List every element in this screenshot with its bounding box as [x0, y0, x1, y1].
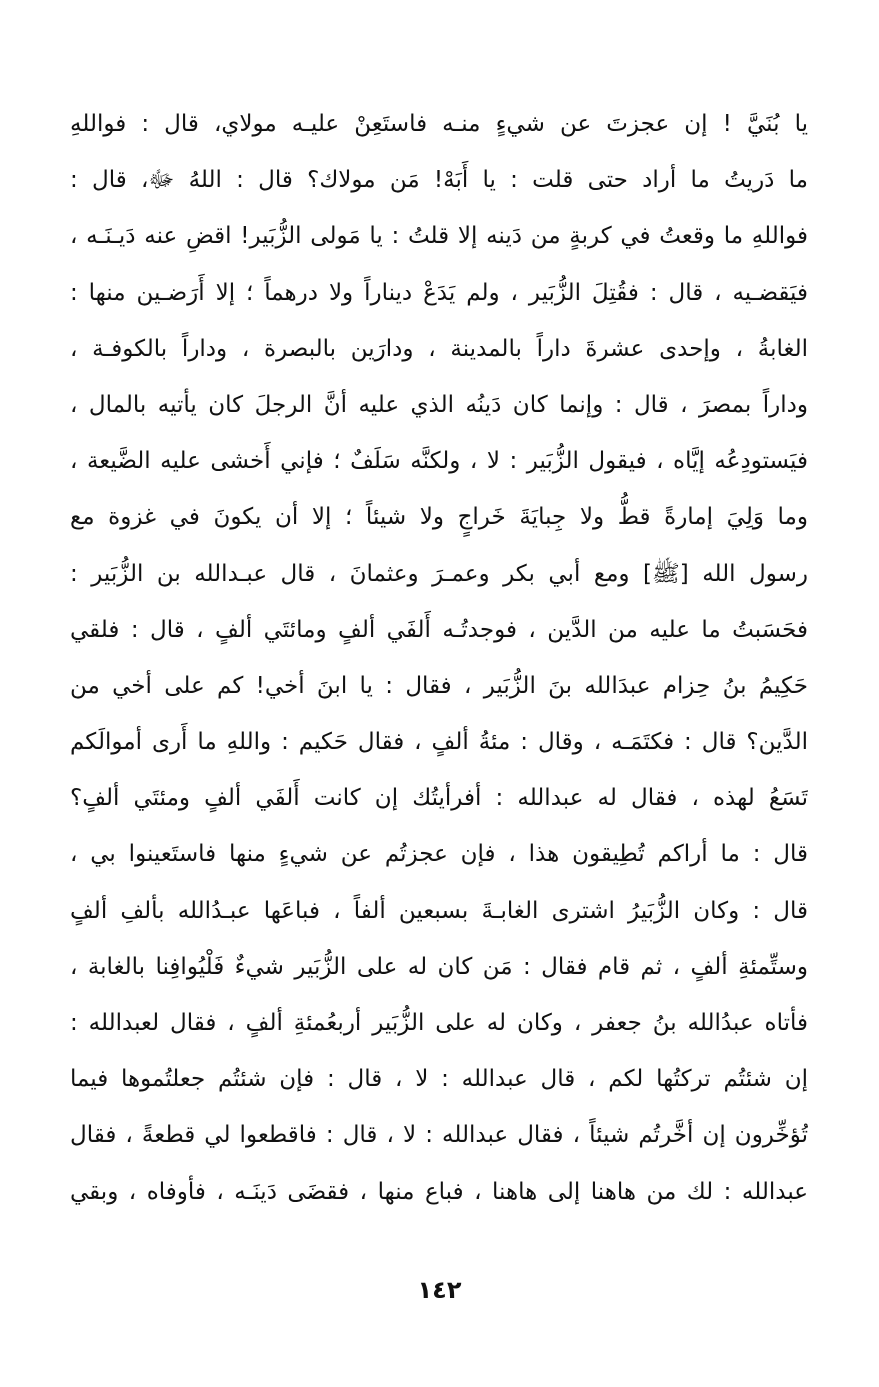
text-line: فواللهِ ما وقعتُ في كربةٍ من دَينه إلا قلتُ : يا مَولى الزُّبَير! اقضِ عنه دَيـنَـه ،: [70, 223, 808, 250]
text-line: ما دَريتُ ما أراد حتى قلت : يا أَبَهْ! مَن مولاك؟ قال : اللهُ ﷻ، قال :: [70, 167, 808, 194]
text-line: وما وَلِيَ إمارةً قطُّ ولا جِبايَةَ خَراجٍ ولا شيئاً ؛ إلا أن يكونَ في غزوة مع: [70, 504, 808, 531]
text-line: الدَّين؟ قال : فكتَمَـه ، وقال : مئةُ ألفٍ ، فقال حَكيم : واللهِ ما أَرى أموالَكم: [70, 729, 808, 756]
text-line: رسول الله [ﷺ] ومع أبي بكر وعمـرَ وعثمانَ ، قال عبـدالله بن الزُّبَير :: [70, 560, 808, 587]
text-line: وداراً بمصرَ ، قال : وإنما كان دَينُه الذي عليه أنَّ الرجلَ كان يأتيه بالمال ،: [70, 391, 808, 418]
text-line: عبدالله : لك من هاهنا إلى هاهنا ، فباع منها ، فقضَى دَينَـه ، فأوفاه ، وبقي: [70, 1178, 808, 1205]
text-line: قال : وكان الزُّبَيرُ اشترى الغابـةَ بسبعين ألفاً ، فباعَها عبـدُالله بألفِ ألفٍ: [70, 897, 808, 924]
body-text: [70, 96, 808, 1220]
text-line: فيَستودِعُه إيَّاه ، فيقول الزُّبَير : لا ، ولكنَّه سَلَفٌ ؛ فإني أَخشى عليه الضَّيعة ،: [70, 448, 808, 475]
text-line: تَسَعُ لهذه ، فقال له عبدالله : أفرأيتُك إن كانت أَلفَي ألفٍ ومئتَي ألفٍ؟: [70, 785, 808, 812]
text-line: الغابةُ ، وإحدى عشرةَ داراً بالمدينة ، ودارَين بالبصرة ، وداراً بالكوفـة ،: [70, 335, 808, 362]
text-line: فأتاه عبدُالله بنُ جعفر ، وكان له على الزُّبَير أربعُمئةِ ألفٍ ، فقال لعبدالله :: [70, 1010, 808, 1036]
text-line: قال : ما أراكم تُطِيقون هذا ، فإن عجزتُم عن شيءٍ منها فاستَعينوا بي ،: [70, 841, 808, 868]
text-line: تُؤخِّرون إن أخَّرتُم شيئاً ، فقال عبدالله : لا ، قال : فاقطعوا لي قطعةً ، فقال: [70, 1122, 808, 1149]
text-line: فحَسَبتُ ما عليه من الدَّين ، فوجدتُـه أَلفَي ألفٍ ومائتَي ألفٍ ، قال : فلقي: [70, 616, 808, 643]
page-number: ١٤٢: [417, 1276, 462, 1304]
text-line: إن شئتُم تركتُها لكم ، قال عبدالله : لا ، قال : فإن شئتُم جعلتُموها فيما: [70, 1066, 808, 1093]
text-line: يا بُنَيَّ ! إن عجزتَ عن شيءٍ منـه فاستَعِنْ عليـه مولاي، قال : فواللهِ: [70, 111, 808, 137]
text-line: وستِّمئةِ ألفٍ ، ثم قام فقال : مَن كان له على الزُّبَير شيءٌ فَلْيُوافِنا بالغابة ،: [70, 953, 808, 980]
text-line: فيَقضـيه ، قال : فقُتِلَ الزُّبَير ، ولم يَدَعْ ديناراً ولا درهماً ؛ إلا أَرَضـين منها :: [70, 279, 808, 306]
text-line: حَكِيمُ بنُ حِزام عبدَالله بنَ الزُّبَير ، فقال : يا ابنَ أخي! كم على أخي من: [70, 672, 808, 699]
